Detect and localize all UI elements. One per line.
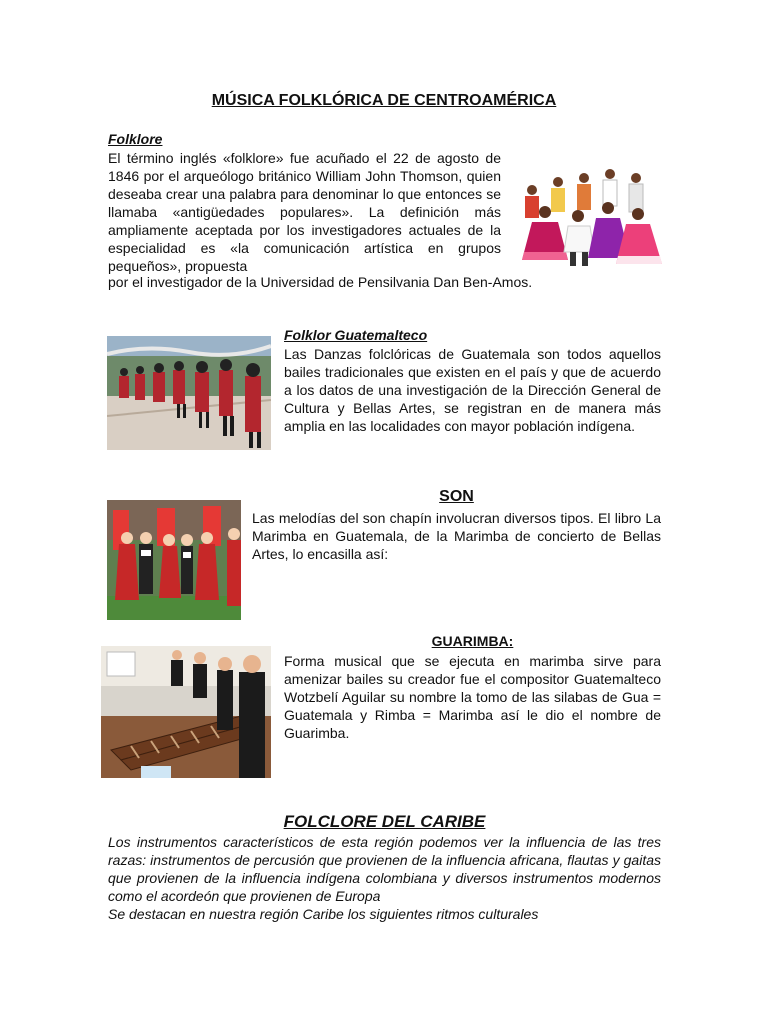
- guarimba-text: Forma musical que se ejecuta en marimba sirve para amenizar bailes su creador fue el compositor Guatemalteco Wotzbelí Aguilar su nombre la tomo de las silabas de Gua = Guatemala y Rimba = Marimba así le dio el nombre de Guarimba.: [284, 653, 661, 741]
- son-heading: SON: [439, 488, 474, 505]
- caribe-heading: FOLCLORE DEL CARIBE: [283, 812, 486, 831]
- caribe-text-2: Se destacan en nuestra región Caribe los siguientes ritmos culturales: [108, 906, 539, 922]
- guatemalteco-heading: Folklor Guatemalteco: [284, 327, 428, 343]
- children-dance-photo: [107, 500, 241, 620]
- folklore-text-tail: por el investigador de la Universidad de Pensilvania Dan Ben-Amos.: [108, 274, 533, 290]
- page-title: MÚSICA FOLKLÓRICA DE CENTROAMÉRICA: [211, 92, 557, 109]
- dancers-photo: [510, 160, 665, 270]
- guarimba-heading: GUARIMBA:: [431, 633, 514, 649]
- guatemalteco-text: Las Danzas folclóricas de Guatemala son todos aquellos bailes tradicionales que existen en el país y que de acuerdo a los datos de una investigación de la Dirección General de Cultura y Bellas Artes, se registran en de manera más amplia en las localidades con mayor población indígena.: [284, 346, 661, 434]
- caribe-text: Los instrumentos característicos de esta región podemos ver la influencia de las tres razas: instrumentos de percusión que provienen de la influencia africana, flautas y gaitas que provienen de la influencia indígena colombiana y diversos instrumentos modernos como el acordeón que provienen de Europa: [108, 834, 661, 904]
- guatemalan-dance-photo: [107, 336, 271, 450]
- son-text: Las melodías del son chapín involucran diversos tipos. El libro La Marimba en Guatemala, de la Marimba de concierto de Bellas Artes, lo encasilla así:: [252, 510, 661, 562]
- folklore-heading: Folklore: [108, 131, 163, 147]
- folklore-text: El término inglés «folklore» fue acuñado el 22 de agosto de 1846 por el arqueólogo británico William John Thomson, quien deseaba crear una palabra para denominar lo que entonces se llamaba «antigüedades populares». La definición más ampliamente aceptada por los investigadores actuales de la especialidad es «la comunicación artística en grupos pequeños», propuesta: [108, 150, 501, 274]
- marimba-photo: [101, 646, 271, 778]
